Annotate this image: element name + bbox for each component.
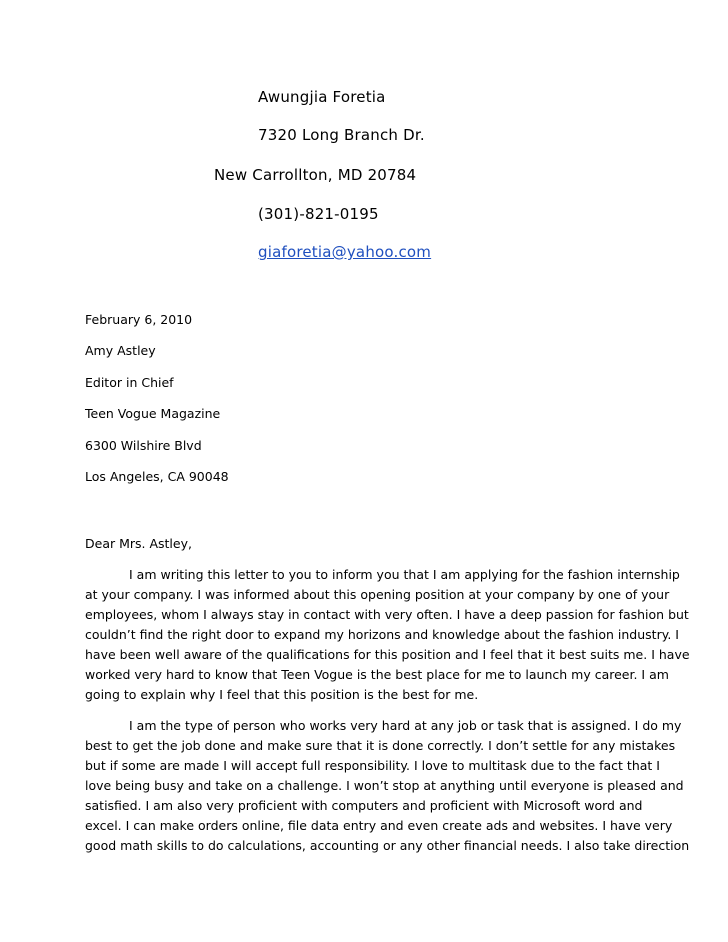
paragraph-line: I am the type of person who works very hard at any job or task that is assigned. I do my [129,718,682,733]
paragraph-line: good math skills to do calculations, accounting or any other financial needs. I also take direction [85,838,690,853]
body-paragraph-1 [85,565,690,705]
paragraph-line: couldn’t find the right door to expand my horizons and knowledge about the fashion industry. I [85,627,679,642]
paragraph-line: going to explain why I feel that this position is the best for me. [85,687,479,702]
recipient-name: Amy Astley [85,343,156,358]
salutation: Dear Mrs. Astley, [85,536,192,551]
paragraph-line: at your company. I was informed about this opening position at your company by one of your [85,587,670,602]
body-paragraph-2 [85,716,690,856]
paragraph-line: but if some are made I will accept full responsibility. I love to multitask due to the fact that I [85,758,660,773]
recipient-street: 6300 Wilshire Blvd [85,438,202,453]
paragraph-line: employees, whom I always stay in contact with very often. I have a deep passion for fashion but [85,607,689,622]
recipient-title: Editor in Chief [85,375,174,390]
paragraph-line: love being busy and take on a challenge. I won’t stop at anything until everyone is pleased and [85,778,684,793]
paragraph-line: I am writing this letter to you to inform you that I am applying for the fashion internship [129,567,680,582]
sender-name: Awungjia Foretia [258,88,386,106]
sender-city: New Carrollton, MD 20784 [214,166,417,184]
paragraph-line: worked very hard to know that Teen Vogue is the best place for me to launch my career. I am [85,667,669,682]
recipient-company: Teen Vogue Magazine [85,406,221,421]
sender-email-link[interactable]: giaforetia@yahoo.com [258,243,432,261]
sender-street: 7320 Long Branch Dr. [258,126,425,144]
paragraph-line: excel. I can make orders online, file data entry and even create ads and websites. I have very [85,818,673,833]
recipient-city: Los Angeles, CA 90048 [85,469,229,484]
paragraph-line: satisfied. I am also very proficient with computers and proficient with Microsoft word and [85,798,643,813]
paragraph-line: have been well aware of the qualifications for this position and I feel that it best suits me. I have [85,647,690,662]
letter-date: February 6, 2010 [85,312,193,327]
sender-phone: (301)-821-0195 [258,205,379,223]
paragraph-line: best to get the job done and make sure that it is done correctly. I don’t settle for any mistakes [85,738,676,753]
